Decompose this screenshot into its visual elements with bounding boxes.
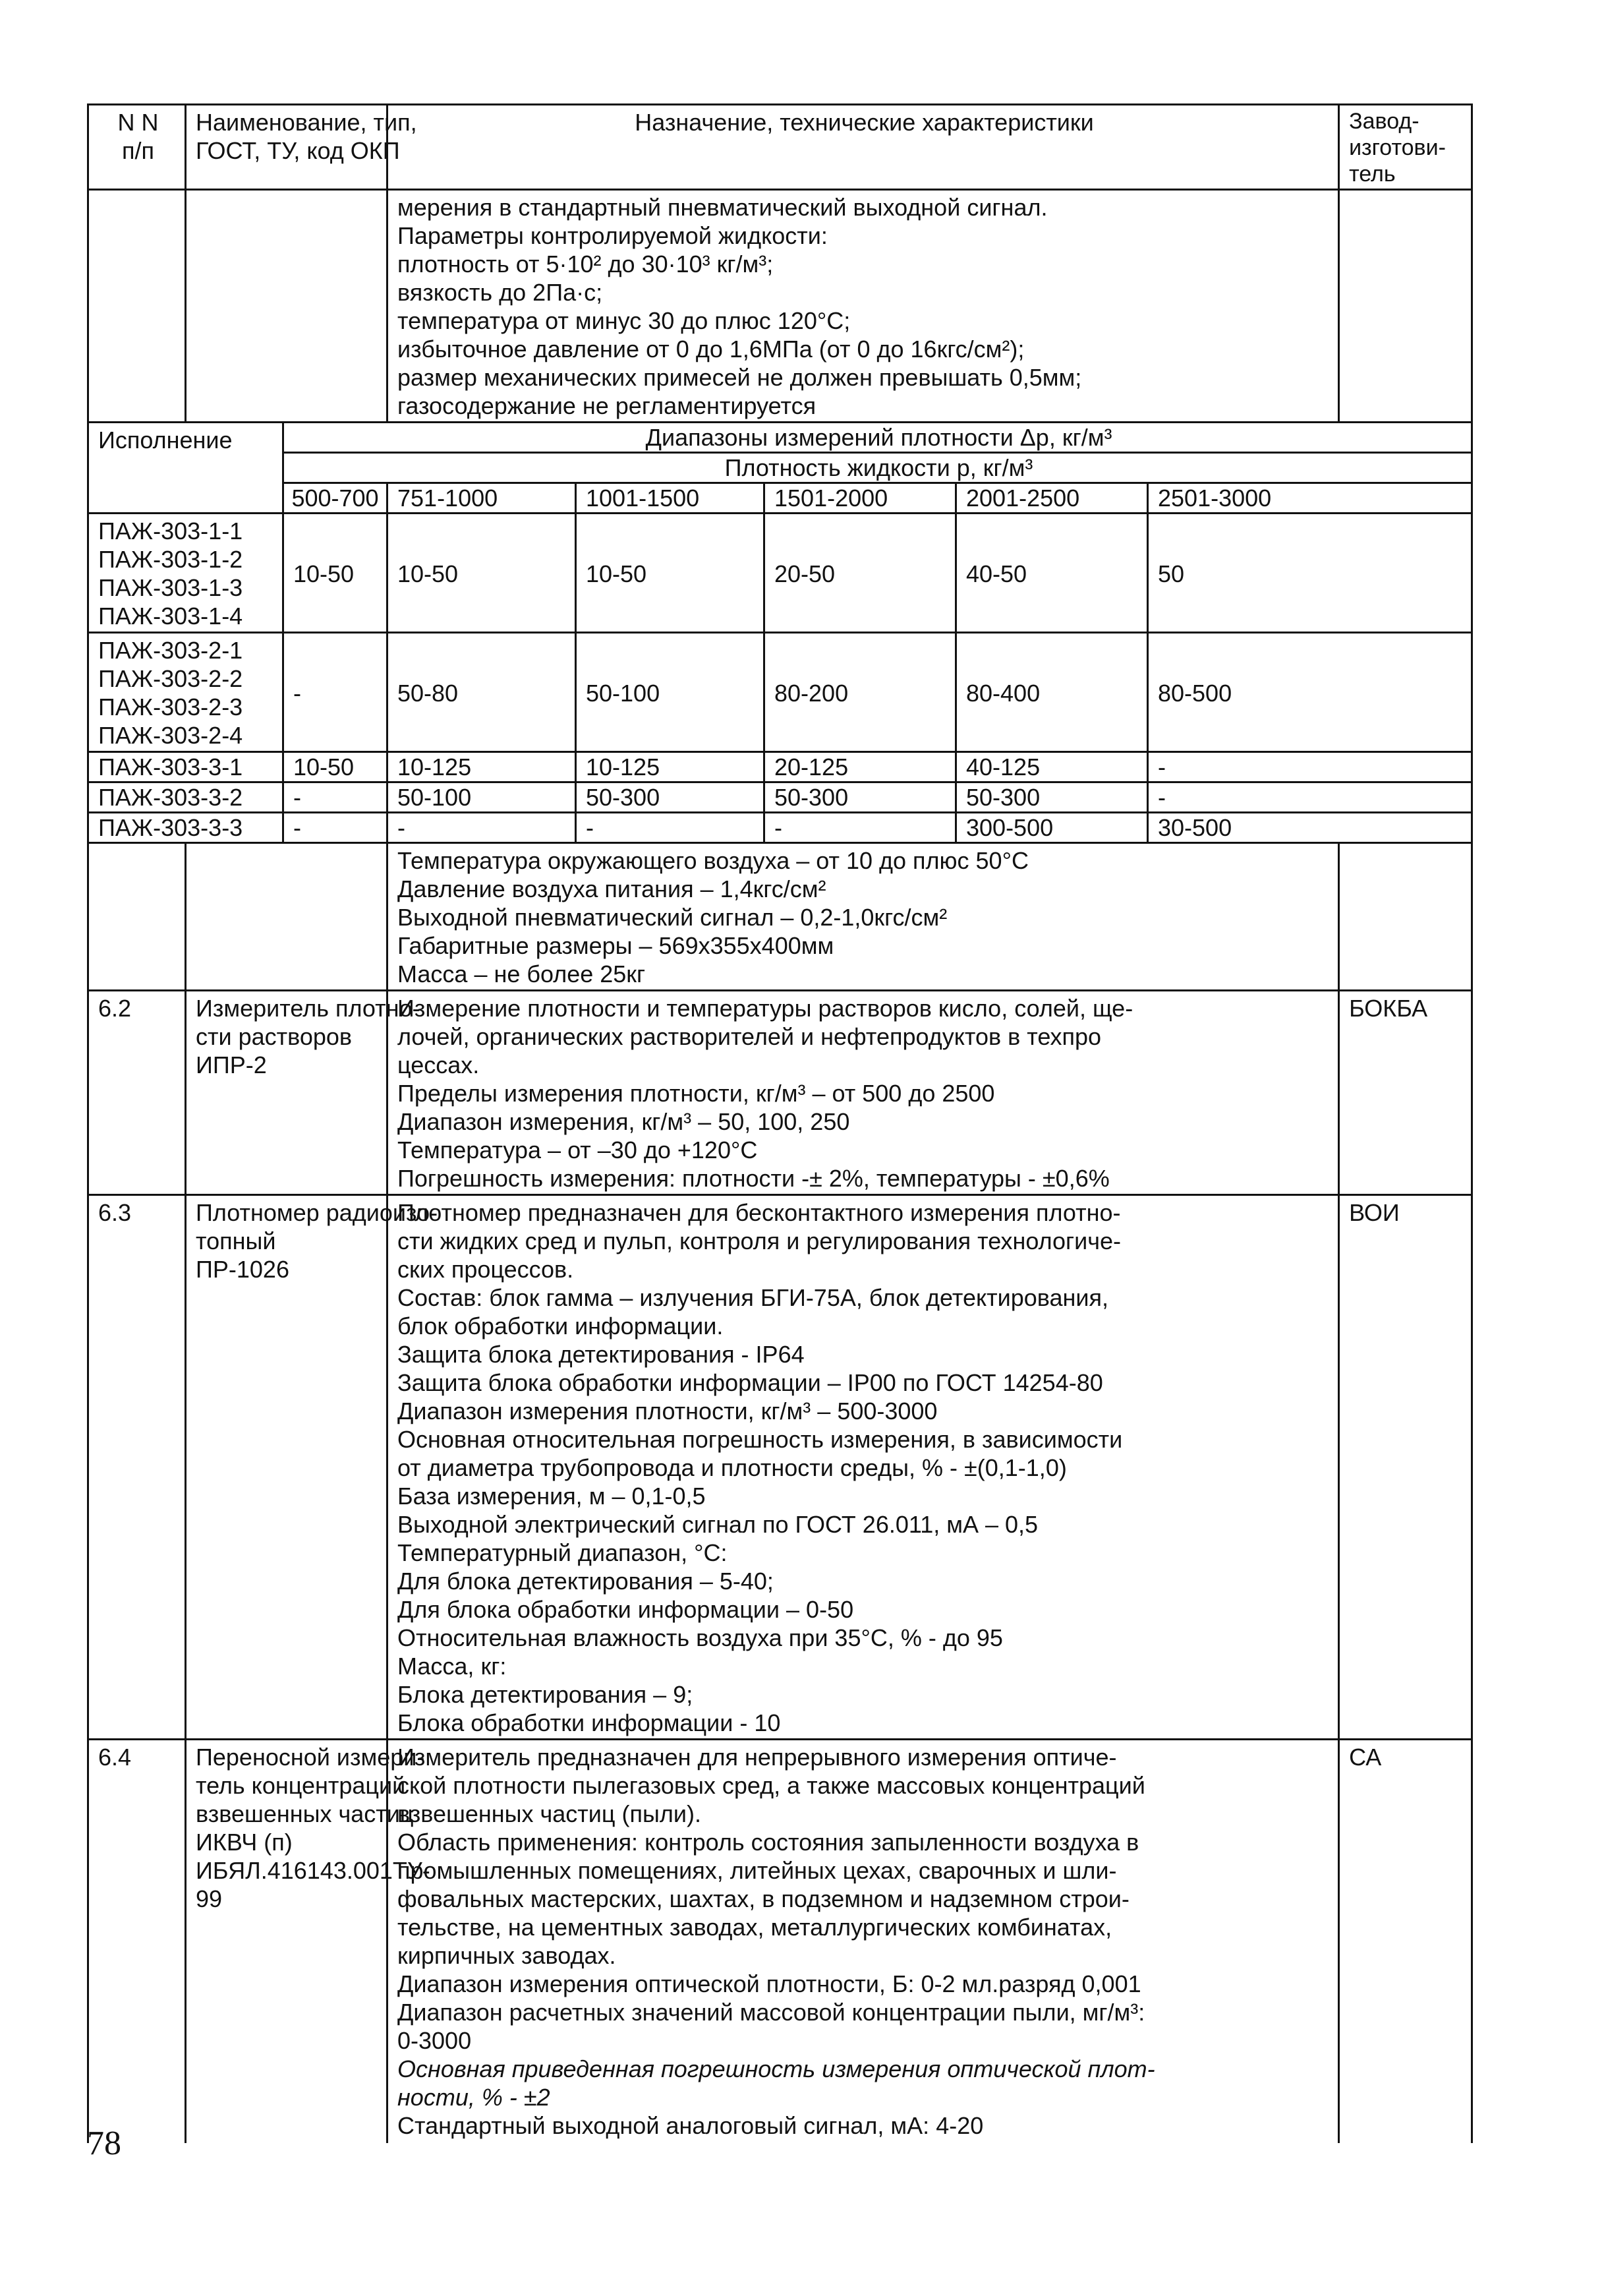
- extra-num-cell: [88, 843, 186, 991]
- density-header: Плотность жидкости p, кг/м³: [283, 453, 1472, 483]
- extra-maker-cell: [1339, 843, 1472, 991]
- item-name: Плотномер радиоизо- топный ПР-1026: [186, 1195, 387, 1740]
- header-maker: Завод- изготови- тель: [1339, 105, 1472, 190]
- extra-row: [88, 843, 1472, 991]
- density-col-6: 2501-3000: [1148, 483, 1472, 514]
- range-header: Диапазоны измерений плотности Δp, кг/м³: [283, 423, 1472, 453]
- cont-name-cell: [186, 190, 387, 423]
- density-row-names: ПАЖ-303-1-1 ПАЖ-303-1-2 ПАЖ-303-1-3 ПАЖ-303-1-4: [88, 514, 283, 633]
- density-cell: 80-200: [764, 633, 956, 752]
- density-row-group-2: [88, 633, 1472, 752]
- density-cell: 50-300: [576, 782, 764, 813]
- item-maker: СА: [1339, 1740, 1472, 2143]
- cont-maker-cell: [1339, 190, 1472, 423]
- density-row-name: ПАЖ-303-3-3: [88, 813, 283, 843]
- density-header-row-2: [88, 453, 1472, 483]
- density-cell: -: [1148, 782, 1472, 813]
- density-cell: 50-80: [387, 633, 576, 752]
- density-cell: 20-50: [764, 514, 956, 633]
- density-cell: 50: [1148, 514, 1472, 633]
- density-cell: 20-125: [764, 752, 956, 782]
- density-row-3-3: [88, 813, 1472, 843]
- density-cell: 300-500: [956, 813, 1148, 843]
- item-name: Переносной измери- тель концентраций взвешенных частиц ИКВЧ (п) ИБЯЛ.416143.001ТУ- 99: [186, 1740, 387, 2143]
- item-desc: Измерение плотности и температуры растворов кисло, солей, ще- лочей, органических растворителей и нефтепродуктов в техпро цессах. Пределы измерения плотности, кг/м³ – от 500 до 2500 Диапазон измерения, кг/м³ – 50, 100, 250 Температура – от –30 до +120°С Погрешность измерения: плотности -± 2%, температуры - ±0,6%: [387, 991, 1339, 1195]
- density-row-3-1: [88, 752, 1472, 782]
- density-cell: 50-300: [956, 782, 1148, 813]
- density-cell: -: [1148, 752, 1472, 782]
- item-row-6-2: [88, 991, 1472, 1195]
- header-num: N N п/п: [88, 105, 186, 190]
- density-columns-row: [88, 483, 1472, 514]
- density-row-group-1: [88, 514, 1472, 633]
- density-cell: 80-500: [1148, 633, 1472, 752]
- density-cell: -: [283, 813, 387, 843]
- density-col-3: 1001-1500: [576, 483, 764, 514]
- density-cell: 10-125: [576, 752, 764, 782]
- density-cell: 40-50: [956, 514, 1148, 633]
- item-num: 6.4: [88, 1740, 186, 2143]
- extra-desc-cell: Температура окружающего воздуха – от 10 до плюс 50°С Давление воздуха питания – 1,4кгс/см² Выходной пневматический сигнал – 0,2-1,0кгс/см² Габаритные размеры – 569х355х400мм Масса – не более 25кг: [387, 843, 1339, 991]
- density-row-name: ПАЖ-303-3-1: [88, 752, 283, 782]
- item-num: 6.2: [88, 991, 186, 1195]
- page-number: 78: [87, 2125, 121, 2162]
- density-cell: 30-500: [1148, 813, 1472, 843]
- density-cell: -: [576, 813, 764, 843]
- density-cell: 10-50: [387, 514, 576, 633]
- density-cell: -: [283, 782, 387, 813]
- item-row-6-3: [88, 1195, 1472, 1740]
- density-cell: 80-400: [956, 633, 1148, 752]
- density-col-2: 751-1000: [387, 483, 576, 514]
- density-cell: 50-100: [576, 633, 764, 752]
- header-purpose: Назначение, технические характеристики: [387, 105, 1339, 190]
- cont-desc-cell: мерения в стандартный пневматический выходной сигнал. Параметры контролируемой жидкости: плотность от 5·10² до 30·10³ кг/м³; вязкость до 2Па·с; температура от минус 30 до плюс 120°С; избыточное давление от 0 до 1,6МПа (от 0 до 16кгс/см²); размер механических примесей не должен превышать 0,5мм; газосодержание не регламентируется: [387, 190, 1339, 423]
- item-num: 6.3: [88, 1195, 186, 1740]
- header-row: [88, 105, 1472, 190]
- item-row-6-4: [88, 1740, 1472, 2143]
- density-col-1: 500-700: [283, 483, 387, 514]
- density-cell: -: [764, 813, 956, 843]
- density-row-3-2: [88, 782, 1472, 813]
- item-name: Измеритель плотно- сти растворов ИПР-2: [186, 991, 387, 1195]
- density-col-label: Исполнение: [88, 423, 283, 514]
- density-cell: 10-50: [576, 514, 764, 633]
- density-header-row-1: [88, 423, 1472, 453]
- density-cell: 10-50: [283, 752, 387, 782]
- density-col-4: 1501-2000: [764, 483, 956, 514]
- density-cell: 10-125: [387, 752, 576, 782]
- density-cell: -: [387, 813, 576, 843]
- item-desc: Плотномер предназначен для бесконтактного измерения плотно- сти жидких сред и пульп, контроля и регулирования технологиче- ских процессов. Состав: блок гамма – излучения БГИ-75А, блок детектирования, блок обработки информации. Защита блока детектирования - IP64 Защита блока обработки информации – IP00 по ГОСТ 14254-80 Диапазон измерения плотности, кг/м³ – 500-3000 Основная относительная погрешность измерения, в зависимости от диаметра трубопровода и плотности среды, % - ±(0,1-1,0) База измерения, м – 0,1-0,5 Выходной электрический сигнал по ГОСТ 26.011, мА – 0,5 Температурный диапазон, °С: Для блока детектирования – 5-40; Для блока обработки информации – 0-50 Относительная влажность воздуха при 35°С, % - до 95 Масса, кг: Блока детектирования – 9; Блока обработки информации - 10: [387, 1195, 1339, 1740]
- main-table: [87, 103, 1473, 2143]
- density-cell: 10-50: [283, 514, 387, 633]
- density-row-name: ПАЖ-303-3-2: [88, 782, 283, 813]
- density-cell: 40-125: [956, 752, 1148, 782]
- header-name: Наименование, тип, ГОСТ, ТУ, код ОКП: [186, 105, 387, 190]
- density-row-names: ПАЖ-303-2-1 ПАЖ-303-2-2 ПАЖ-303-2-3 ПАЖ-303-2-4: [88, 633, 283, 752]
- continuation-row: [88, 190, 1472, 423]
- item-desc: Измеритель предназначен для непрерывного измерения оптиче- ской плотности пылегазовых сред, а также массовых концентраций взвешенных частиц (пыли). Область применения: контроль состояния запыленности воздуха в промышленных помещениях, литейных цехах, сварочных и шли- фовальных мастерских, шахтах, в подземном и надземном строи- тельстве, на цементных заводах, металлургических комбинатах, кирпичных заводах. Диапазон измерения оптической плотности, Б: 0-2 мл.разряд 0,001 Диапазон расчетных значений массовой концентрации пыли, мг/м³: 0-3000 Основная приведенная погрешность измерения оптической плот- ности, % - ±2 Стандартный выходной аналоговый сигнал, мА: 4-20: [387, 1740, 1339, 2143]
- density-cell: 50-300: [764, 782, 956, 813]
- item-maker: БОКБА: [1339, 991, 1472, 1195]
- density-col-5: 2001-2500: [956, 483, 1148, 514]
- cont-num-cell: [88, 190, 186, 423]
- density-cell: 50-100: [387, 782, 576, 813]
- density-cell: -: [283, 633, 387, 752]
- extra-name-cell: [186, 843, 387, 991]
- item-maker: ВОИ: [1339, 1195, 1472, 1740]
